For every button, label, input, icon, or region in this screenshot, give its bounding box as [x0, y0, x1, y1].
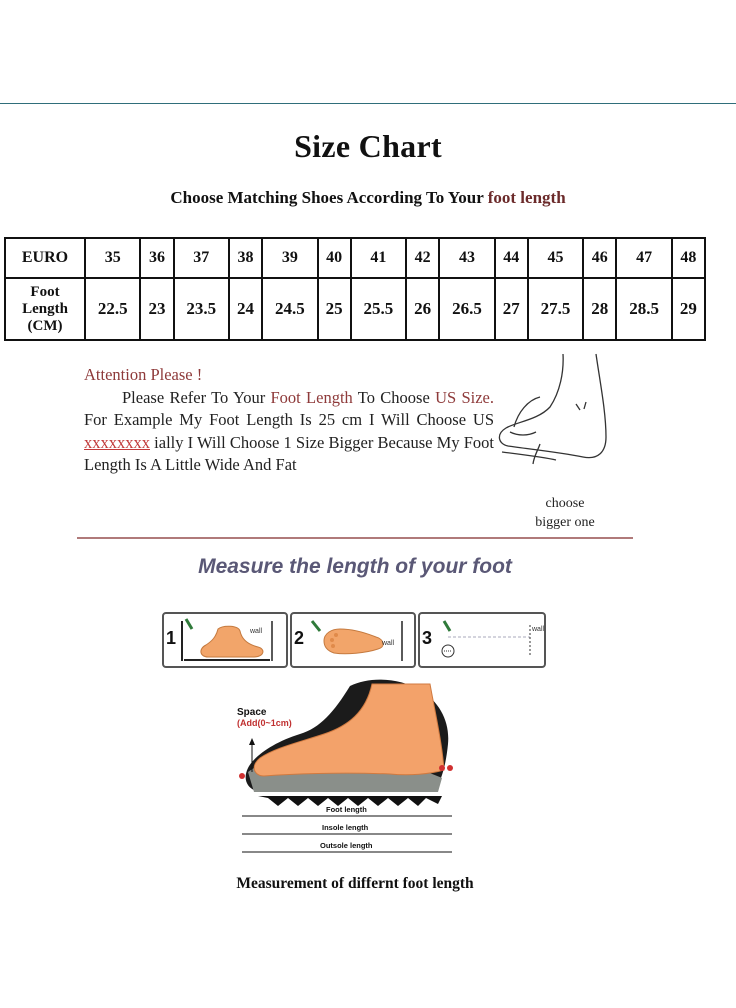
- step-3-panel: [418, 612, 546, 668]
- wall-label: wall: [382, 640, 395, 647]
- choose-note-line: choose: [545, 496, 585, 511]
- subtitle-highlight: foot length: [487, 188, 566, 207]
- attention-us-size: US Size.: [435, 387, 494, 407]
- euro-size-cell: 40: [318, 238, 351, 278]
- attention-text: For Example My Foot Length Is 25 cm I Will Choose US: [84, 410, 494, 429]
- measure-steps: [162, 612, 548, 670]
- cm-row: [5, 278, 705, 340]
- step-number: 1: [166, 628, 177, 648]
- foot-top-icon: [306, 617, 412, 665]
- wall-label: wall: [532, 626, 545, 633]
- euro-size-cell: 48: [672, 238, 705, 278]
- attention-redacted: xxxxxxxx: [84, 432, 150, 452]
- diagram-caption: Measurement of differnt foot length: [236, 875, 474, 892]
- wall-label: wall: [250, 628, 263, 635]
- attention-text: To Choose: [352, 387, 430, 407]
- foot-length-label: Foot length: [326, 805, 367, 814]
- euro-size-cell: 36: [140, 238, 173, 278]
- foot-length-cell: 27.5: [528, 278, 583, 340]
- euro-size-cell: 45: [528, 238, 583, 278]
- size-table: [4, 237, 706, 341]
- foot-length-header-line: Length: [22, 300, 68, 317]
- euro-size-cell: 46: [583, 238, 616, 278]
- euro-size-cell: 38: [229, 238, 262, 278]
- foot-length-header-line: Foot: [30, 283, 60, 300]
- foot-length-cell: 22.5: [85, 278, 140, 340]
- measure-line-icon: [434, 617, 545, 665]
- page-title: Size Chart: [294, 128, 442, 164]
- foot-length-cell: 23.5: [174, 278, 229, 340]
- euro-size-cell: 37: [174, 238, 229, 278]
- attention-body: [84, 387, 494, 477]
- attention-text: ially I Will Choose 1 Size Bigger Because My Foot Length Is A Little Wide And Fat: [84, 432, 494, 474]
- subtitle-text: Choose Matching Shoes According To Your: [170, 188, 488, 207]
- attention-heading: Attention Please !: [84, 365, 203, 384]
- measure-title: Measure the length of your foot: [198, 555, 512, 578]
- foot-length-cell: 25.5: [351, 278, 406, 340]
- step-number: 2: [294, 628, 305, 648]
- step-number: 3: [422, 628, 433, 648]
- attention-note: [84, 364, 494, 477]
- foot-length-cell: 28: [583, 278, 616, 340]
- step-2-panel: [290, 612, 416, 668]
- foot-length-cell: 28.5: [616, 278, 671, 340]
- foot-length-cell: 25: [318, 278, 351, 340]
- foot-length-cell: 24.5: [262, 278, 317, 340]
- euro-size-cell: 39: [262, 238, 317, 278]
- shoe-measurement-diagram: [230, 672, 470, 862]
- top-divider-line: [0, 103, 736, 104]
- space-label: Space: [237, 707, 267, 718]
- foot-length-header-line: (CM): [27, 317, 63, 334]
- foot-length-cell: 23: [140, 278, 173, 340]
- foot-sketch-illustration: [488, 352, 618, 472]
- insole-length-label: Insole length: [322, 823, 369, 832]
- euro-size-cell: 44: [495, 238, 528, 278]
- euro-size-cell: 42: [406, 238, 439, 278]
- choose-bigger-note: [520, 494, 610, 532]
- section-divider: [77, 537, 633, 539]
- foot-length-cell: 29: [672, 278, 705, 340]
- attention-text: Please Refer To Your: [122, 387, 271, 407]
- outsole-length-label: Outsole length: [320, 841, 373, 850]
- euro-size-cell: 47: [616, 238, 671, 278]
- euro-row: [5, 238, 705, 278]
- foot-length-header: [5, 278, 85, 340]
- subtitle: [0, 188, 736, 208]
- euro-size-cell: 43: [439, 238, 494, 278]
- foot-length-cell: 24: [229, 278, 262, 340]
- euro-size-cell: 41: [351, 238, 406, 278]
- choose-note-line: bigger one: [535, 515, 595, 530]
- euro-header: EURO: [5, 238, 85, 278]
- foot-length-cell: 27: [495, 278, 528, 340]
- foot-side-icon: [178, 617, 284, 665]
- foot-length-cell: 26: [406, 278, 439, 340]
- step-1-panel: [162, 612, 288, 668]
- foot-length-cell: 26.5: [439, 278, 494, 340]
- euro-size-cell: 35: [85, 238, 140, 278]
- add-range-label: (Add(0~1cm): [237, 718, 292, 728]
- attention-foot-length: Foot Length: [270, 387, 353, 407]
